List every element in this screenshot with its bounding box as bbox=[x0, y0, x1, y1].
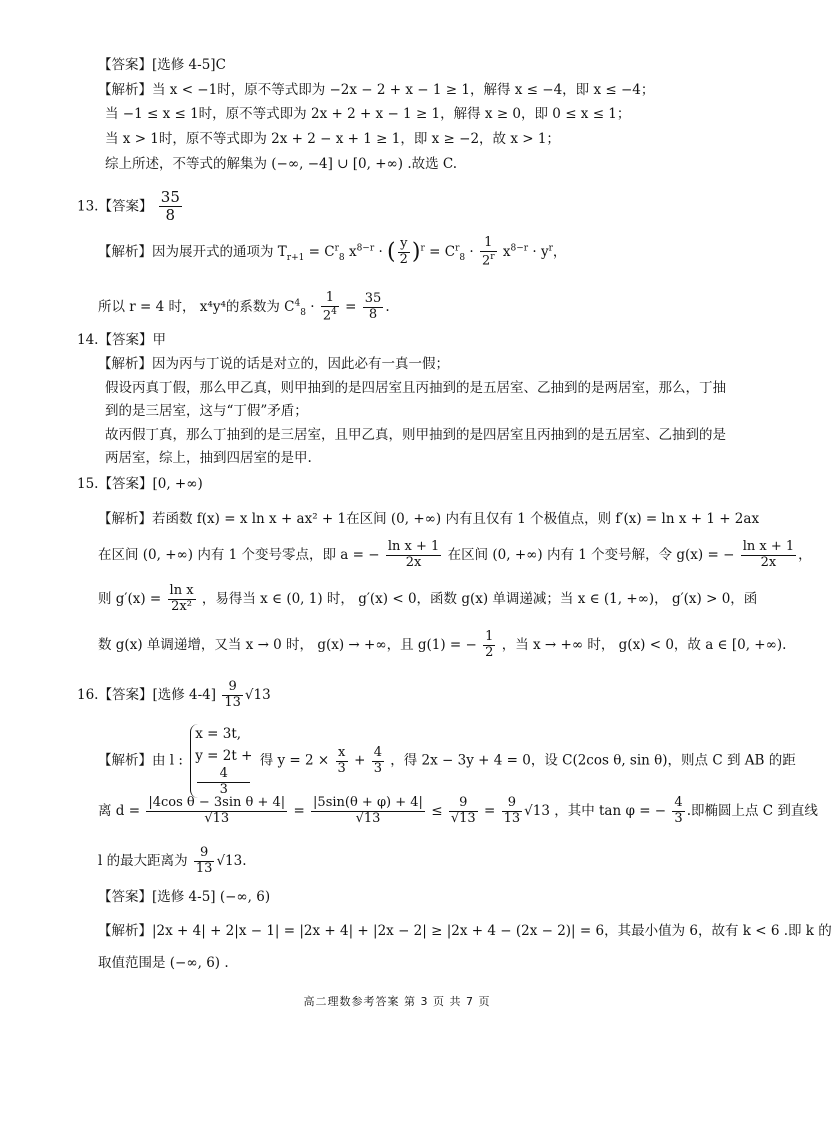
superscript: r bbox=[420, 243, 425, 254]
analysis-12-line-3: 当 x > 1时，原不等式即为 2x + 2 − x + 1 ≥ 1，即 x ≥ −2，故 x > 1； bbox=[105, 131, 560, 147]
fraction-numerator: 9 bbox=[194, 846, 215, 862]
analysis-15-text: ，当 x → +∞ 时， g(x) < 0，故 a ∈ [0, +∞). bbox=[501, 636, 787, 653]
lnx1-over-2x-fraction bbox=[386, 540, 441, 571]
lnx-over-2x2-fraction bbox=[168, 584, 196, 615]
fraction-denominator: 2x² bbox=[171, 598, 192, 614]
formula-text: x bbox=[502, 244, 511, 261]
answer-16-elective-4-5: 【答案】[选修 4-5] (−∞, 6) bbox=[98, 889, 271, 905]
fraction-denominator: √13 bbox=[204, 810, 230, 826]
fraction-denominator: √13 bbox=[450, 810, 476, 826]
fraction-numerator: ln x bbox=[169, 583, 194, 598]
lnx1-over-2x-fraction bbox=[741, 540, 796, 571]
answer-14-header: 14.【答案】甲 bbox=[77, 332, 166, 348]
answer-13-header bbox=[77, 189, 184, 225]
analysis-12-line-4: 综上所述，不等式的解集为 (−∞, −4] ∪ [0, +∞) .故选 C. bbox=[105, 156, 458, 172]
distance-fraction-2 bbox=[311, 796, 425, 827]
one-over-2r-fraction bbox=[480, 236, 497, 269]
answer-13-label: 13.【答案】 bbox=[77, 198, 153, 215]
nine-over-sqrt13-fraction bbox=[449, 796, 478, 827]
fraction-numerator: y bbox=[398, 237, 410, 253]
formula-text: ≤ bbox=[431, 802, 447, 819]
analysis-15-text: 在区间 (0, +∞) 内有 1 个变号解，令 g(x) = − bbox=[447, 546, 735, 563]
equation-2 bbox=[195, 746, 252, 798]
analysis-16-elective-line-1: 【解析】|2x + 4| + 2|x − 1| = |2x + 4| + |2x − 2| ≥ |2x + 4 − (2x − 2)| = 6，其最小值为 6，故有 k < 6 .即 k 的 bbox=[98, 923, 832, 939]
fraction-numerator: 4 bbox=[197, 767, 250, 783]
four-thirds-fraction bbox=[197, 767, 250, 798]
analysis-16-text: .即椭圆上点 C 到直线 bbox=[686, 802, 818, 819]
equation-2-text: y = 2t + bbox=[195, 747, 253, 764]
fraction-numerator: |4cos θ − 3sin θ + 4| bbox=[148, 795, 286, 810]
analysis-13-text: 【解析】因为展开式的通项为 T bbox=[98, 244, 287, 261]
four-thirds-fraction bbox=[372, 746, 384, 777]
formula-paren: ) bbox=[411, 239, 421, 265]
formula-text: · bbox=[310, 299, 319, 316]
analysis-16-line-1 bbox=[98, 724, 796, 798]
answer-13-fraction bbox=[159, 189, 182, 225]
fraction-denominator: 13 bbox=[195, 860, 213, 876]
answer-16-header bbox=[77, 680, 271, 711]
fraction-numerator: 1 bbox=[480, 236, 497, 252]
answer-16-label: 16.【答案】[选修 4-4] bbox=[77, 686, 217, 703]
analysis-12-line-1: 【解析】当 x < −1时，原不等式即为 −2x − 2 + x − 1 ≥ 1，解得 x ≤ −4，即 x ≤ −4； bbox=[98, 82, 655, 98]
distance-fraction-1 bbox=[146, 796, 287, 827]
thirtyfive-eighths-fraction bbox=[363, 292, 384, 323]
analysis-16-text: ，得 2x − 3y + 4 = 0，设 C(2cos θ, sin θ)，则点 C 到 AB 的距 bbox=[390, 752, 796, 769]
superscript: r bbox=[334, 243, 339, 254]
subscript: r+1 bbox=[286, 252, 305, 263]
fraction-numerator: |5sin(θ + φ) + 4| bbox=[313, 795, 423, 810]
fraction-numerator: 4 bbox=[674, 795, 683, 810]
analysis-15-text: ，易得当 x ∈ (0, 1) 时， g′(x) < 0，函数 g(x) 单调递减；当 x ∈ (1, +∞)， g′(x) > 0，函 bbox=[201, 590, 758, 607]
formula-text: ， bbox=[552, 244, 567, 261]
answer-12-header: 【答案】[选修 4-5]C bbox=[98, 57, 226, 73]
sqrt-13: √13 bbox=[216, 852, 243, 869]
superscript: r bbox=[490, 251, 495, 262]
formula-text: · bbox=[469, 244, 478, 261]
analysis-13-text: 所以 r = 4 时， x⁴y⁴的系数为 C bbox=[98, 299, 295, 316]
y-over-2-fraction bbox=[398, 237, 410, 268]
formula-text: . bbox=[242, 852, 247, 869]
formula-text: . bbox=[385, 299, 390, 316]
fraction-denominator: 2x bbox=[760, 554, 777, 570]
subscript: 8 bbox=[459, 252, 466, 263]
fraction-numerator: 4 bbox=[373, 744, 382, 760]
fraction-denominator: 13 bbox=[503, 810, 521, 826]
fraction-numerator: 9 bbox=[449, 796, 478, 812]
analysis-15-line-2 bbox=[98, 540, 812, 571]
fraction-denominator: √13 bbox=[355, 810, 381, 826]
formula-text: = bbox=[293, 802, 310, 819]
analysis-14-line-2: 假设丙真丁假，那么甲乙真，则甲抽到的是四居室且丙抽到的是五居室、乙抽到的是两居室，那么，丁抽 bbox=[105, 380, 726, 396]
formula-text: x bbox=[348, 244, 357, 261]
superscript: 4 bbox=[331, 306, 337, 317]
one-over-2-4-fraction bbox=[321, 291, 339, 324]
analysis-15-text: 在区间 (0, +∞) 内有 1 个变号零点，即 a = − bbox=[98, 546, 380, 563]
fraction-denominator: 2 bbox=[485, 644, 494, 660]
page-footer: 高二理数参考答案 第 3 页 共 7 页 bbox=[303, 995, 491, 1008]
analysis-16-line-2 bbox=[98, 796, 818, 827]
analysis-15-line-3 bbox=[98, 584, 757, 615]
formula-text: + bbox=[349, 752, 370, 769]
sqrt-13: √13 bbox=[244, 686, 271, 703]
tan-fraction bbox=[672, 796, 684, 827]
subscript: 8 bbox=[300, 307, 306, 318]
one-half-fraction bbox=[483, 630, 495, 661]
superscript: r bbox=[548, 243, 553, 254]
equation-1: x = 3t, bbox=[195, 726, 242, 742]
analysis-16-text: 【解析】由 l : bbox=[98, 752, 183, 769]
formula-paren: ( bbox=[387, 239, 396, 265]
analysis-12-line-2: 当 −1 ≤ x ≤ 1时，原不等式即为 2x + 2 + x − 1 ≥ 1，解得 x ≥ 0，即 0 ≤ x ≤ 1； bbox=[105, 106, 631, 122]
sqrt-13: √13 bbox=[524, 802, 550, 819]
fraction-numerator: ln x + 1 bbox=[742, 539, 795, 554]
fraction-denominator: 3 bbox=[219, 782, 228, 798]
analysis-15-text: ， bbox=[798, 546, 812, 563]
fraction-numerator: 35 bbox=[160, 188, 180, 206]
fraction-denominator: 8 bbox=[165, 206, 176, 225]
denominator-base: 2 bbox=[322, 308, 332, 324]
fraction-denominator: 13 bbox=[224, 694, 241, 710]
fraction-numerator: 1 bbox=[485, 629, 494, 644]
analysis-16-text: 离 d = bbox=[98, 802, 141, 819]
formula-text: = C bbox=[429, 244, 456, 261]
formula-text: = C bbox=[308, 244, 335, 261]
fraction-denominator: 3 bbox=[373, 760, 382, 776]
fraction-denominator: 2x bbox=[405, 554, 422, 570]
fraction-numerator: x bbox=[336, 746, 348, 762]
analysis-15-line-4 bbox=[98, 630, 786, 661]
analysis-15-text: 则 g′(x) = bbox=[98, 590, 162, 607]
analysis-16-text: ，其中 tan φ = − bbox=[554, 802, 667, 819]
analysis-14-line-3: 到的是三居室，这与“丁假”矛盾； bbox=[105, 403, 308, 419]
analysis-16-elective-line-2: 取值范围是 (−∞, 6) . bbox=[98, 955, 229, 971]
analysis-14-line-4: 故丙假丁真，那么丁抽到的是三居室，且甲乙真，则甲抽到的是四居室且丙抽到的是五居室、乙抽到的是 bbox=[105, 427, 726, 443]
analysis-16-text: l 的最大距离为 bbox=[98, 852, 188, 869]
denominator-base: 2 bbox=[482, 253, 491, 269]
fraction-numerator: 1 bbox=[321, 291, 339, 307]
fraction-denominator bbox=[321, 307, 339, 324]
formula-text: · bbox=[378, 244, 388, 261]
analysis-13-line-1 bbox=[98, 236, 566, 269]
nine-thirteenths-fraction bbox=[222, 680, 243, 711]
fraction-denominator: 2 bbox=[399, 252, 408, 268]
answer-15-header: 15.【答案】[0, +∞) bbox=[77, 476, 203, 492]
analysis-16-text: 得 y = 2 × bbox=[259, 752, 330, 769]
nine-thirteenths-fraction bbox=[194, 846, 215, 877]
x-over-3-fraction bbox=[336, 746, 348, 777]
fraction-numerator: ln x + 1 bbox=[387, 539, 440, 554]
superscript: r bbox=[455, 243, 460, 254]
fraction-denominator bbox=[480, 252, 497, 269]
analysis-16-line-3 bbox=[98, 846, 247, 877]
fraction-numerator: 9 bbox=[502, 796, 523, 812]
analysis-15-line-1: 【解析】若函数 f(x) = x ln x + ax² + 1在区间 (0, +∞) 内有且仅有 1 个极值点，则 f′(x) = ln x + 1 + 2ax bbox=[98, 511, 760, 527]
formula-text: · y bbox=[528, 244, 549, 261]
subscript: 8 bbox=[338, 252, 345, 263]
analysis-14-line-1: 【解析】因为丙与丁说的话是对立的，因此必有一真一假； bbox=[98, 356, 449, 372]
nine-thirteenths-fraction bbox=[502, 796, 523, 827]
superscript: 4 bbox=[294, 298, 301, 309]
analysis-13-line-2 bbox=[98, 291, 390, 324]
equation-system bbox=[190, 724, 252, 798]
fraction-denominator: 8 bbox=[368, 307, 378, 323]
formula-text: = bbox=[483, 802, 500, 819]
fraction-numerator: 9 bbox=[222, 680, 243, 696]
fraction-numerator: 35 bbox=[364, 291, 382, 307]
fraction-denominator: 3 bbox=[337, 760, 346, 776]
analysis-15-text: 数 g(x) 单调递增，又当 x → 0 时， g(x) → +∞，且 g(1) = − bbox=[98, 636, 477, 653]
superscript: 8−r bbox=[510, 243, 529, 254]
formula-text: = bbox=[345, 299, 361, 316]
superscript: 8−r bbox=[356, 243, 375, 254]
fraction-denominator: 3 bbox=[674, 810, 683, 826]
analysis-14-line-5: 两居室，综上，抽到四居室的是甲. bbox=[105, 450, 312, 466]
